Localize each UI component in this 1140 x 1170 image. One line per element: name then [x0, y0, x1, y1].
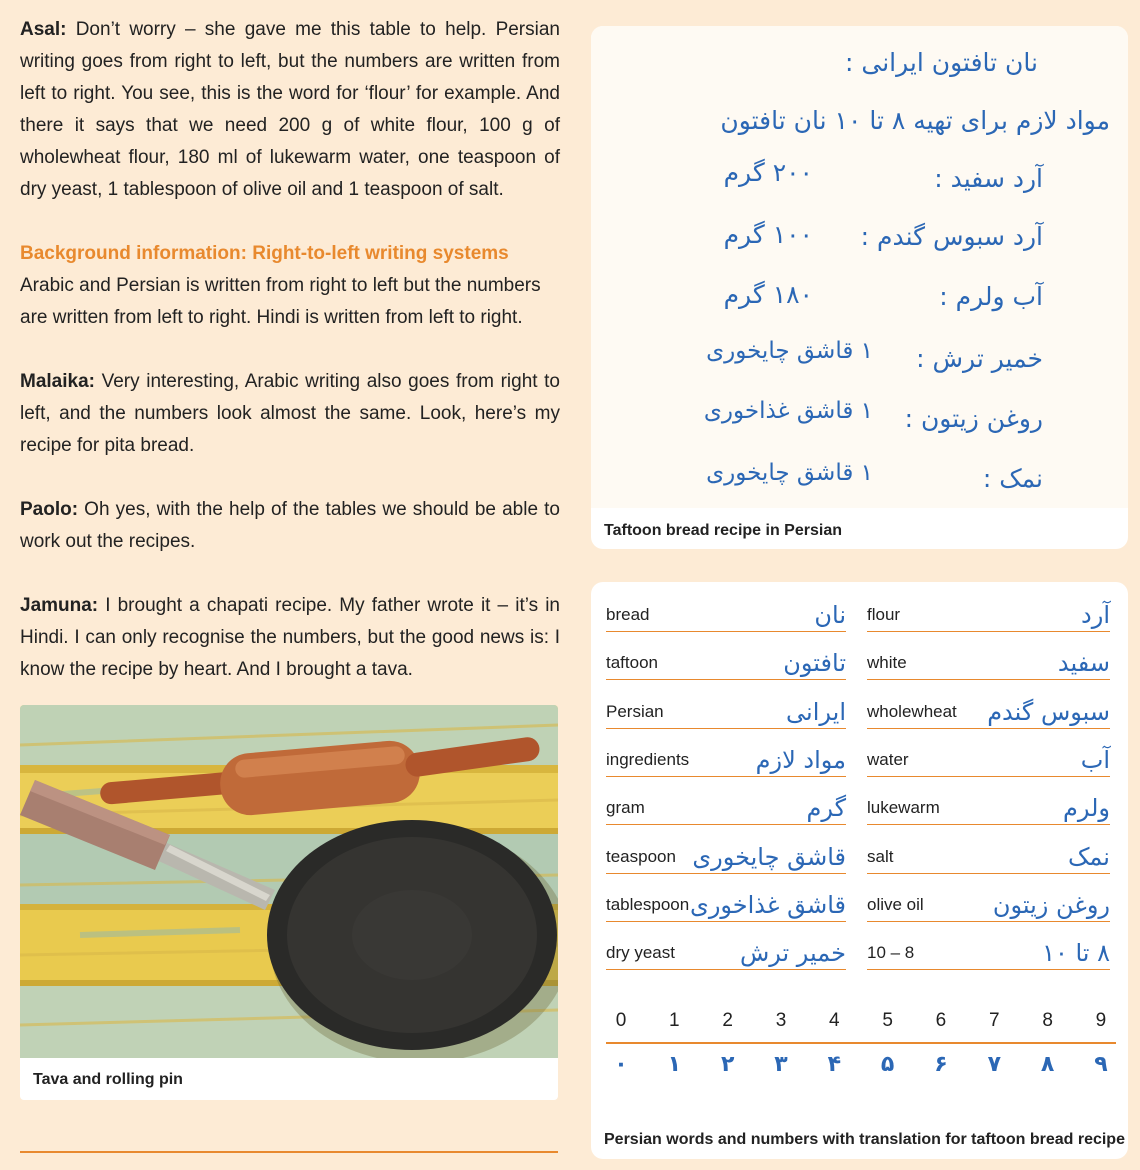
latin-digit: 7 — [989, 1010, 1000, 1031]
dialogue-asal — [20, 14, 560, 206]
recipe-item-3: آب ولرم : — [939, 282, 1043, 311]
dialogue-asal-text: Don’t worry – she gave me this table to help. Persian writing goes from right to left, but the numbers are written from left to right. You see, this is the word for ‘flour’ for example. And there it says that we need 200 g of white flour, 100 g of wholewheat flour, 180 ml of lukewarm water, one teaspoon of dry yeast, 1 tablespoon of olive oil and 1 teaspoon of salt. — [20, 19, 560, 200]
vocab-persian: گرم — [806, 794, 846, 823]
persian-digit: ۹ — [1094, 1052, 1108, 1077]
vocab-persian: روغن زیتون — [992, 890, 1110, 919]
vocab-english: dry yeast — [606, 943, 675, 963]
vocab-english: salt — [867, 846, 894, 866]
persian-digit: ۰ — [614, 1052, 628, 1077]
vocab-row — [606, 886, 846, 922]
vocab-row — [867, 644, 1110, 680]
photo-caption: Tava and rolling pin — [33, 1071, 183, 1088]
persian-digit: ۲ — [720, 1052, 735, 1077]
vocab-row — [606, 789, 846, 825]
vocab-persian: آرد — [1081, 601, 1110, 629]
vocab-english: lukewarm — [867, 798, 940, 818]
photo-card — [20, 705, 558, 1100]
vocab-persian: سبوس گندم — [987, 697, 1110, 726]
recipe-item-6: نمک : — [982, 464, 1043, 493]
recipe-title: نان تافتون ایرانی : — [845, 48, 1038, 77]
digits-divider — [606, 1042, 1116, 1044]
vocab-persian: آب — [1080, 745, 1110, 774]
speaker-asal: Asal: — [20, 19, 67, 40]
vocab-english: white — [867, 653, 907, 673]
vocab-english: water — [867, 749, 909, 769]
recipe-item-1: آرد سفید : — [934, 164, 1043, 193]
vocab-english: gram — [606, 798, 645, 818]
background-info-text: Arabic and Persian is written from right to left but the numbers are written from left to right. Hindi is written from left to right. — [20, 275, 541, 328]
vocab-row — [606, 693, 846, 729]
dialogue-jamuna-text: I brought a chapati recipe. My father wrote it – it’s in Hindi. I can only recognise the numbers, but the good news is: I know the recipe by heart. And I brought a tava. — [20, 595, 560, 680]
vocab-persian: ایرانی — [786, 697, 846, 726]
recipe-amount-6: ۱ قاشق چایخوری — [706, 460, 873, 486]
vocab-persian: تافتون — [783, 649, 846, 678]
handwritten-recipe — [591, 26, 1128, 508]
vocab-persian: ولرم — [1062, 794, 1110, 823]
dialogue-jamuna — [20, 590, 560, 686]
vocab-row — [606, 838, 846, 874]
vocabulary-card — [591, 582, 1128, 1159]
latin-digit: 0 — [615, 1010, 627, 1031]
recipe-item-4: خمیر ترش : — [916, 344, 1043, 373]
recipe-caption: Taftoon bread recipe in Persian — [604, 522, 842, 539]
vocab-persian: مواد لازم — [755, 745, 846, 774]
speaker-jamuna: Jamuna: — [20, 595, 99, 616]
divider — [20, 1151, 558, 1153]
latin-digits-row — [606, 1010, 1116, 1032]
speaker-paolo: Paolo: — [20, 499, 79, 520]
persian-digit: ۵ — [880, 1052, 895, 1077]
background-info-title: Background information: Right-to-left writing systems — [20, 243, 509, 264]
vocab-english: wholewheat — [867, 701, 957, 721]
tava-rolling-pin-photo — [20, 705, 558, 1058]
vocab-persian: خمیر ترش — [739, 939, 846, 968]
persian-digit: ۶ — [934, 1052, 948, 1077]
dialogue-malaika-text: Very interesting, Arabic writing also goes from right to left, and the numbers look almost the same. Look, here’s my recipe for pita bread. — [20, 371, 560, 456]
recipe-amount-5: ۱ قاشق غذاخوری — [703, 398, 873, 424]
vocab-english: bread — [606, 605, 650, 624]
vocab-persian: نان — [814, 601, 846, 629]
persian-digits-row — [606, 1052, 1116, 1077]
persian-digit: ۱ — [667, 1052, 682, 1077]
vocab-row — [867, 934, 1110, 970]
background-info — [20, 238, 560, 334]
vocab-row — [867, 741, 1110, 777]
vocab-english: ingredients — [606, 749, 690, 769]
dialogue-malaika — [20, 366, 560, 462]
persian-digit: ۸ — [1040, 1052, 1055, 1077]
latin-digit: 8 — [1042, 1010, 1053, 1031]
latin-digit: 9 — [1095, 1010, 1107, 1031]
vocab-english: Persian — [606, 701, 664, 721]
persian-digit: ۷ — [987, 1052, 1002, 1077]
vocab-row — [606, 644, 846, 680]
dialogue-paolo — [20, 494, 560, 558]
recipe-item-5: روغن زیتون : — [904, 404, 1043, 433]
vocab-english: tablespoon — [606, 894, 690, 914]
vocab-persian: نمک — [1067, 842, 1110, 871]
vocab-row — [867, 838, 1110, 874]
latin-digit: 2 — [722, 1010, 733, 1031]
latin-digit: 5 — [882, 1010, 893, 1031]
recipe-card — [591, 26, 1128, 549]
latin-digit: 4 — [829, 1010, 840, 1031]
recipe-amount-4: ۱ قاشق چایخوری — [706, 338, 873, 364]
recipe-amount-3: ۱۸۰ گرم — [723, 280, 813, 309]
vocab-row — [606, 596, 846, 632]
recipe-item-2: آرد سبوس گندم : — [860, 222, 1043, 251]
vocab-row — [867, 789, 1110, 825]
vocab-english: teaspoon — [606, 846, 676, 866]
vocab-row — [867, 886, 1110, 922]
latin-digit: 1 — [669, 1010, 680, 1031]
recipe-amount-1: ۲۰۰ گرم — [723, 158, 813, 187]
left-column — [20, 14, 560, 718]
vocab-persian: قاشق غذاخوری — [690, 890, 846, 919]
dialogue-paolo-text: Oh yes, with the help of the tables we should be able to work out the recipes. — [20, 499, 560, 552]
vocab-english: 10 – 8 — [867, 943, 915, 963]
vocab-persian: ۸ تا ۱۰ — [1042, 939, 1110, 968]
vocab-english: flour — [867, 605, 901, 624]
latin-digit: 6 — [935, 1010, 947, 1031]
recipe-ingredients-line: مواد لازم برای تهیه ۸ تا ۱۰ نان تافتون — [720, 106, 1110, 135]
vocab-row — [606, 741, 846, 777]
recipe-amount-2: ۱۰۰ گرم — [723, 220, 813, 249]
speaker-malaika: Malaika: — [20, 371, 95, 392]
vocab-english: olive oil — [867, 894, 924, 914]
vocab-row — [867, 693, 1110, 729]
persian-digit: ۴ — [827, 1052, 842, 1077]
vocab-persian: سفید — [1057, 649, 1110, 678]
vocab-english: taftoon — [606, 653, 658, 673]
vocabulary-caption: Persian words and numbers with translation for taftoon bread recipe — [604, 1131, 1125, 1148]
persian-digit: ۳ — [774, 1052, 788, 1077]
vocab-row — [867, 596, 1110, 632]
vocab-persian: قاشق چایخوری — [692, 842, 846, 871]
vocab-row — [606, 934, 846, 970]
latin-digit: 3 — [775, 1010, 787, 1031]
